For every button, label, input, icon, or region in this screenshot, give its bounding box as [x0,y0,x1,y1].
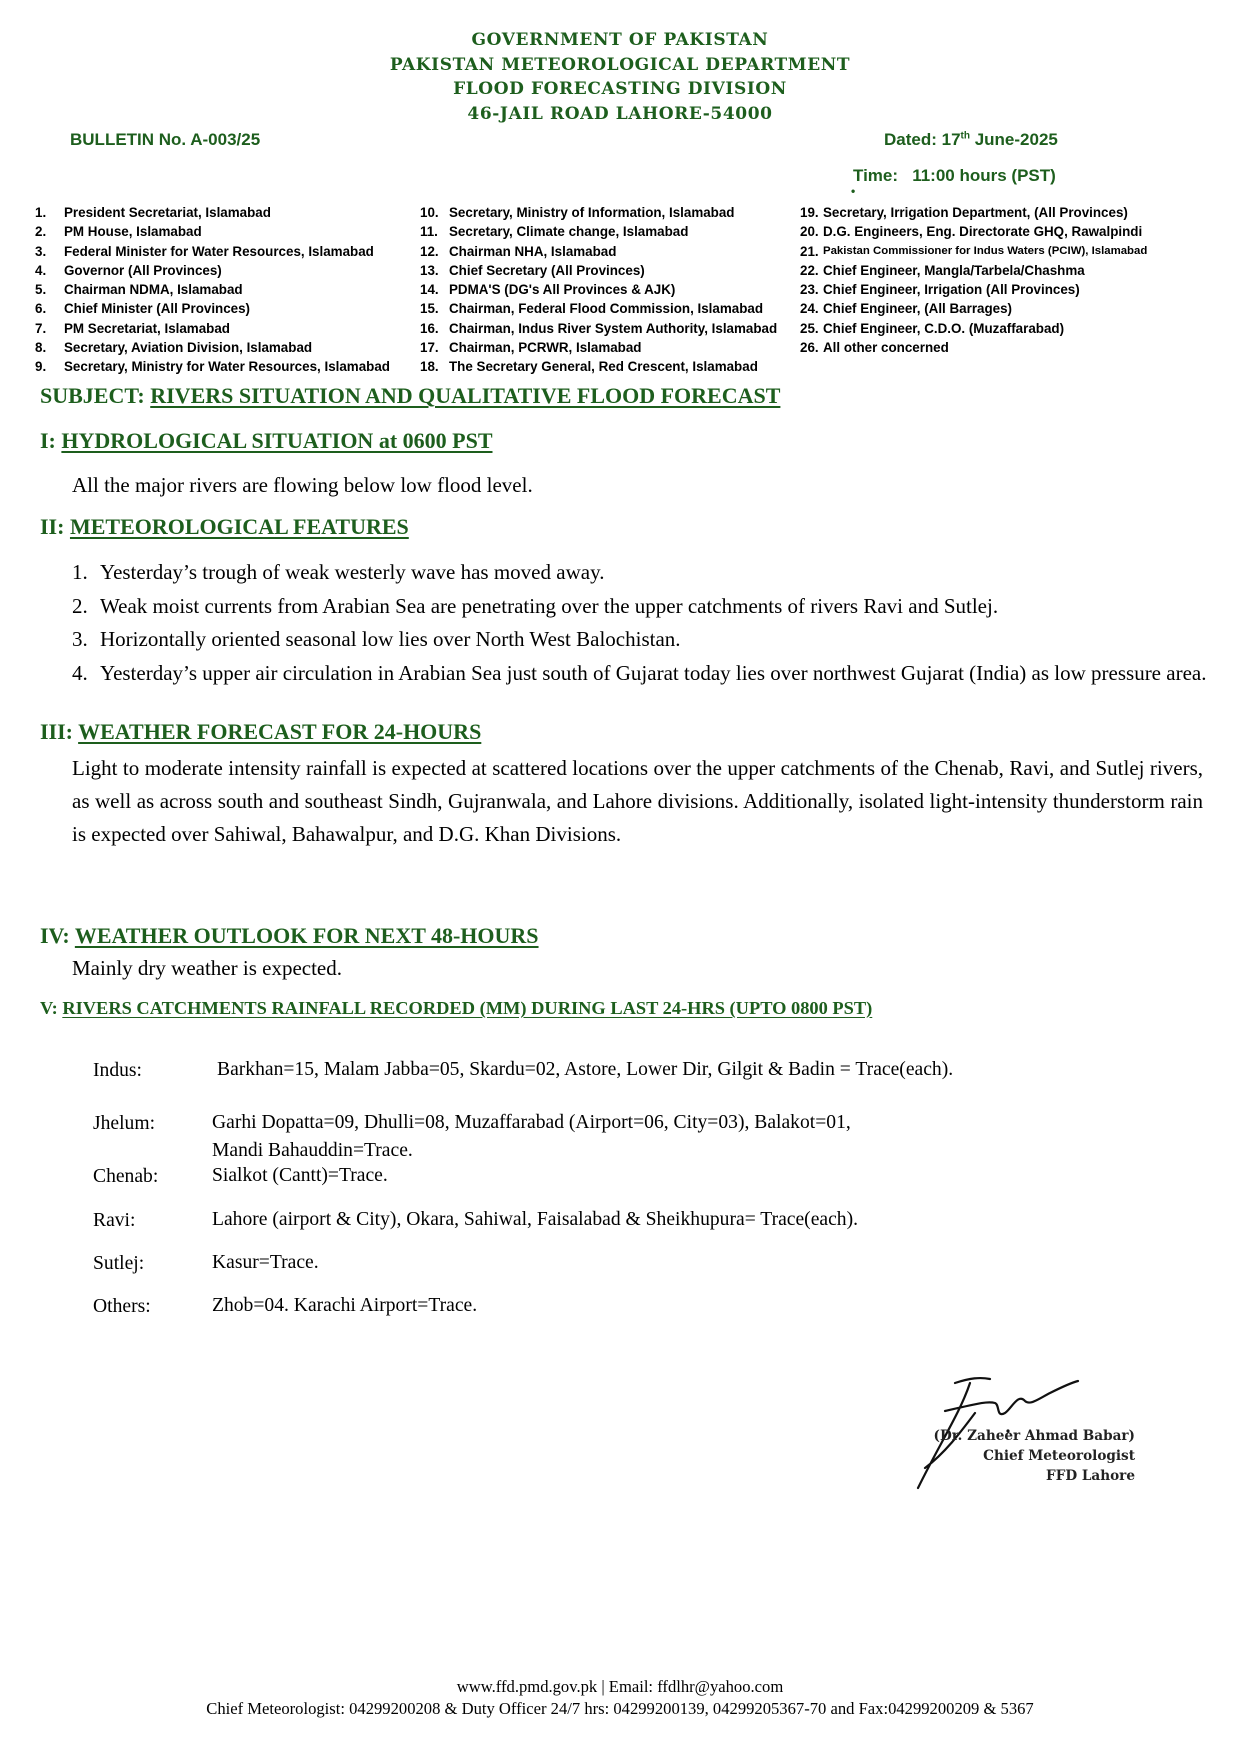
rainfall-river-label: Others: [93,1296,151,1317]
distribution-item-text: Chief Secretary (All Provinces) [449,262,645,278]
distribution-item-number: 24. [800,301,819,317]
distribution-item [420,280,777,299]
footer-website-email: www.ffd.pmd.gov.pk | Email: ffdlhr@yahoo.com [456,1677,784,1696]
distribution-item [800,280,1147,299]
feature-text: Yesterday’s trough of weak westerly wave has moved away. [100,560,605,584]
distribution-item-text: Secretary, Ministry for Water Resources, Islamabad [64,359,390,375]
rainfall-value: Barkhan=15, Malam Jabba=05, Skardu=02, Astore, Lower Dir, Gilgit & Badin = Trace(each). [217,1059,954,1080]
signatory-name: (Dr. Zaheer Ahmad Babar) [933,1428,1135,1444]
bulletin-time [851,166,1056,198]
distribution-item [35,299,390,318]
meteorological-features-list [72,556,1212,690]
distribution-item [35,261,390,280]
section-1-prefix: I: [40,428,62,453]
rainfall-river-label: Sutlej: [93,1253,145,1274]
distribution-item-text: President Secretariat, Islamabad [64,205,271,220]
subject-prefix: SUBJECT: [40,383,151,408]
distribution-item-text: Chairman NDMA, Islamabad [64,282,243,298]
section-outlook-heading [40,923,539,949]
section-forecast-heading [40,719,481,745]
header-division: FLOOD FORECASTING DIVISION [453,79,787,99]
distribution-item [800,242,1147,261]
distribution-item-number: 22. [800,262,819,278]
feature-number: 3. [72,627,88,651]
distribution-item [35,203,390,222]
distribution-item [35,357,390,376]
distribution-item [800,203,1147,222]
footer-contact-numbers: Chief Meteorologist: 04299200208 & Duty Officer 24/7 hrs: 04299200139, 04299205367-70 and Fax:04299200209 & 5367 [206,1699,1034,1718]
distribution-item-number: 8. [35,340,47,356]
distribution-item-number: 12. [420,243,439,259]
distribution-item [800,319,1147,338]
feature-text: Weak moist currents from Arabian Sea are penetrating over the upper catchments of rivers Ravi and Sutlej. [100,593,999,618]
feature-item [72,590,1212,624]
distribution-item-text: Secretary, Climate change, Islamabad [449,224,689,240]
distribution-item-text: Chief Engineer, (All Barrages) [823,301,1013,317]
date-suffix: June-2025 [969,130,1058,149]
distribution-item [35,319,390,338]
distribution-item-number: 18. [420,359,439,375]
distribution-item-number: 1. [35,205,47,220]
distribution-item-number: 5. [35,282,47,298]
distribution-item-number: 11. [420,224,438,240]
distribution-item [35,222,390,241]
section-3-prefix: III: [40,719,79,744]
distribution-item [420,203,777,222]
distribution-item-number: 25. [800,320,819,336]
distribution-item [420,357,777,376]
distribution-item-text: PM Secretariat, Islamabad [64,320,230,336]
distribution-column-3 [800,203,1147,357]
section-3-title: WEATHER FORECAST FOR 24-HOURS [78,719,482,744]
distribution-item-number: 15. [420,301,439,317]
signatory-office: FFD Lahore [1046,1468,1135,1484]
rainfall-river-label: Jhelum: [93,1113,156,1134]
distribution-item-text: Chief Engineer, Irrigation (All Provinces) [823,282,1080,298]
distribution-item-text: Chairman NHA, Islamabad [449,243,617,259]
distribution-item [420,319,777,338]
section-2-title: METEOROLOGICAL FEATURES [69,514,409,539]
time-dot-mark: • [851,184,856,198]
feature-number: 4. [72,660,88,685]
distribution-item-text: Governor (All Provinces) [64,262,222,278]
distribution-item-number: 9. [35,359,47,375]
section-4-prefix: IV: [40,923,75,948]
signatory-designation: Chief Meteorologist [983,1448,1135,1464]
distribution-item-number: 26. [800,340,819,356]
distribution-item [800,338,1147,357]
distribution-item-text: PM House, Islamabad [64,224,202,240]
distribution-item-text: Pakistan Commissioner for Indus Waters (PCIW), Islamabad [823,244,1148,257]
distribution-item-number: 14. [420,282,439,298]
distribution-item-number: 4. [35,262,47,278]
date-prefix: Dated: 17 [884,130,961,149]
distribution-item-text: Chairman, PCRWR, Islamabad [449,340,642,356]
rainfall-value: Zhob=04. Karachi Airport=Trace. [212,1295,478,1316]
distribution-item-text: Secretary, Ministry of Information, Islamabad [449,205,735,220]
distribution-item-number: 23. [800,282,819,298]
distribution-item-number: 19. [800,205,819,220]
distribution-item-number: 21. [800,243,819,259]
distribution-item-number: 13. [420,262,439,278]
rainfall-value-continued: Mandi Bahauddin=Trace. [212,1140,413,1161]
distribution-item-text: Chairman, Federal Flood Commission, Islamabad [449,301,764,317]
outlook-text: Mainly dry weather is expected. [72,956,342,980]
feature-number: 1. [72,560,88,584]
section-hydrological-heading [40,428,493,454]
hydrological-text: All the major rivers are flowing below low flood level. [72,473,533,497]
distribution-column-2 [420,203,777,377]
bulletin-date [884,130,1058,150]
feature-item [72,657,1212,691]
header-address: 46-JAIL ROAD LAHORE-54000 [467,104,773,124]
distribution-item [420,222,777,241]
subject-title: RIVERS SITUATION AND QUALITATIVE FLOOD FORECAST [150,383,781,408]
section-meteorological-heading [40,514,409,540]
distribution-item [420,299,777,318]
distribution-item [420,261,777,280]
distribution-item-number: 2. [35,224,47,240]
rainfall-river-label: Indus: [93,1060,142,1081]
rainfall-value: Kasur=Trace. [212,1252,319,1273]
distribution-item-number: 17. [420,340,439,356]
distribution-item-text: The Secretary General, Red Crescent, Islamabad [449,359,758,375]
distribution-item-text: All other concerned [823,340,949,356]
distribution-column-1 [35,203,390,377]
distribution-item-number: 16. [420,320,439,336]
distribution-item [420,338,777,357]
distribution-item [35,338,390,357]
distribution-item-text: Federal Minister for Water Resources, Islamabad [64,243,374,259]
rainfall-value: Sialkot (Cantt)=Trace. [212,1165,388,1186]
distribution-item-text: Chief Engineer, C.D.O. (Muzaffarabad) [823,320,1065,336]
distribution-item [35,242,390,261]
feature-text: Yesterday’s upper air circulation in Arabian Sea just south of Gujarat today lies over northwest Gujarat (India) as low pressure area. [100,660,1207,685]
distribution-item [420,242,777,261]
feature-item [72,556,1212,590]
distribution-item [800,299,1147,318]
time-text: Time: 11:00 hours (PST) [853,166,1056,185]
rainfall-value: Garhi Dopatta=09, Dhulli=08, Muzaffarabad (Airport=06, City=03), Balakot=01, [212,1112,851,1133]
distribution-item-text: Chief Engineer, Mangla/Tarbela/Chashma [823,262,1085,278]
distribution-item-text: Secretary, Irrigation Department, (All Provinces) [823,205,1128,220]
section-1-title: HYDROLOGICAL SITUATION at 0600 PST [61,428,493,453]
section-4-title: WEATHER OUTLOOK FOR NEXT 48-HOURS [74,923,539,948]
header-government: GOVERNMENT OF PAKISTAN [471,30,769,50]
section-5-prefix: V: [40,998,63,1018]
distribution-item-text: Secretary, Aviation Division, Islamabad [64,340,313,356]
distribution-item [35,280,390,299]
rainfall-river-label: Ravi: [93,1210,136,1231]
distribution-item-number: 3. [35,243,47,259]
date-ordinal: th [960,130,970,142]
distribution-item-text: PDMA'S (DG's All Provinces & AJK) [449,282,676,298]
rainfall-value: Lahore (airport & City), Okara, Sahiwal, Faisalabad & Sheikhupura= Trace(each). [212,1209,859,1230]
distribution-item [800,222,1147,241]
feature-number: 2. [72,593,88,618]
forecast-text: Light to moderate intensity rainfall is expected at scattered locations over the upper catchments of the Chenab, Ravi, and Sutlej rivers, as well as across south and southeast Sindh, Gujranwala, and Lahore divisions. Additionally, isolated light-intensity thunderstorm rain is expected over Sahiwal, Bahawalpur, and D.G. Khan Divisions. [72,756,1203,847]
distribution-item-number: 7. [35,320,47,336]
distribution-item-text: Chief Minister (All Provinces) [64,301,251,317]
feature-text: Horizontally oriented seasonal low lies over North West Balochistan. [100,627,681,651]
distribution-item-number: 6. [35,301,47,317]
bulletin-number: BULLETIN No. A-003/25 [70,130,261,149]
rainfall-river-label: Chenab: [93,1166,159,1187]
distribution-item-text: D.G. Engineers, Eng. Directorate GHQ, Rawalpindi [823,224,1143,240]
section-2-prefix: II: [40,514,70,539]
feature-item [72,623,1212,657]
section-5-title: RIVERS CATCHMENTS RAINFALL RECORDED (MM) DURING LAST 24-HRS (UPTO 0800 PST) [62,998,873,1018]
section-rainfall-heading [40,998,872,1019]
distribution-item-number: 10. [420,205,439,220]
header-department: PAKISTAN METEOROLOGICAL DEPARTMENT [389,55,851,75]
distribution-item [800,261,1147,280]
distribution-item-text: Chairman, Indus River System Authority, Islamabad [449,320,778,336]
distribution-item-number: 20. [800,224,819,240]
subject-heading [40,383,780,409]
